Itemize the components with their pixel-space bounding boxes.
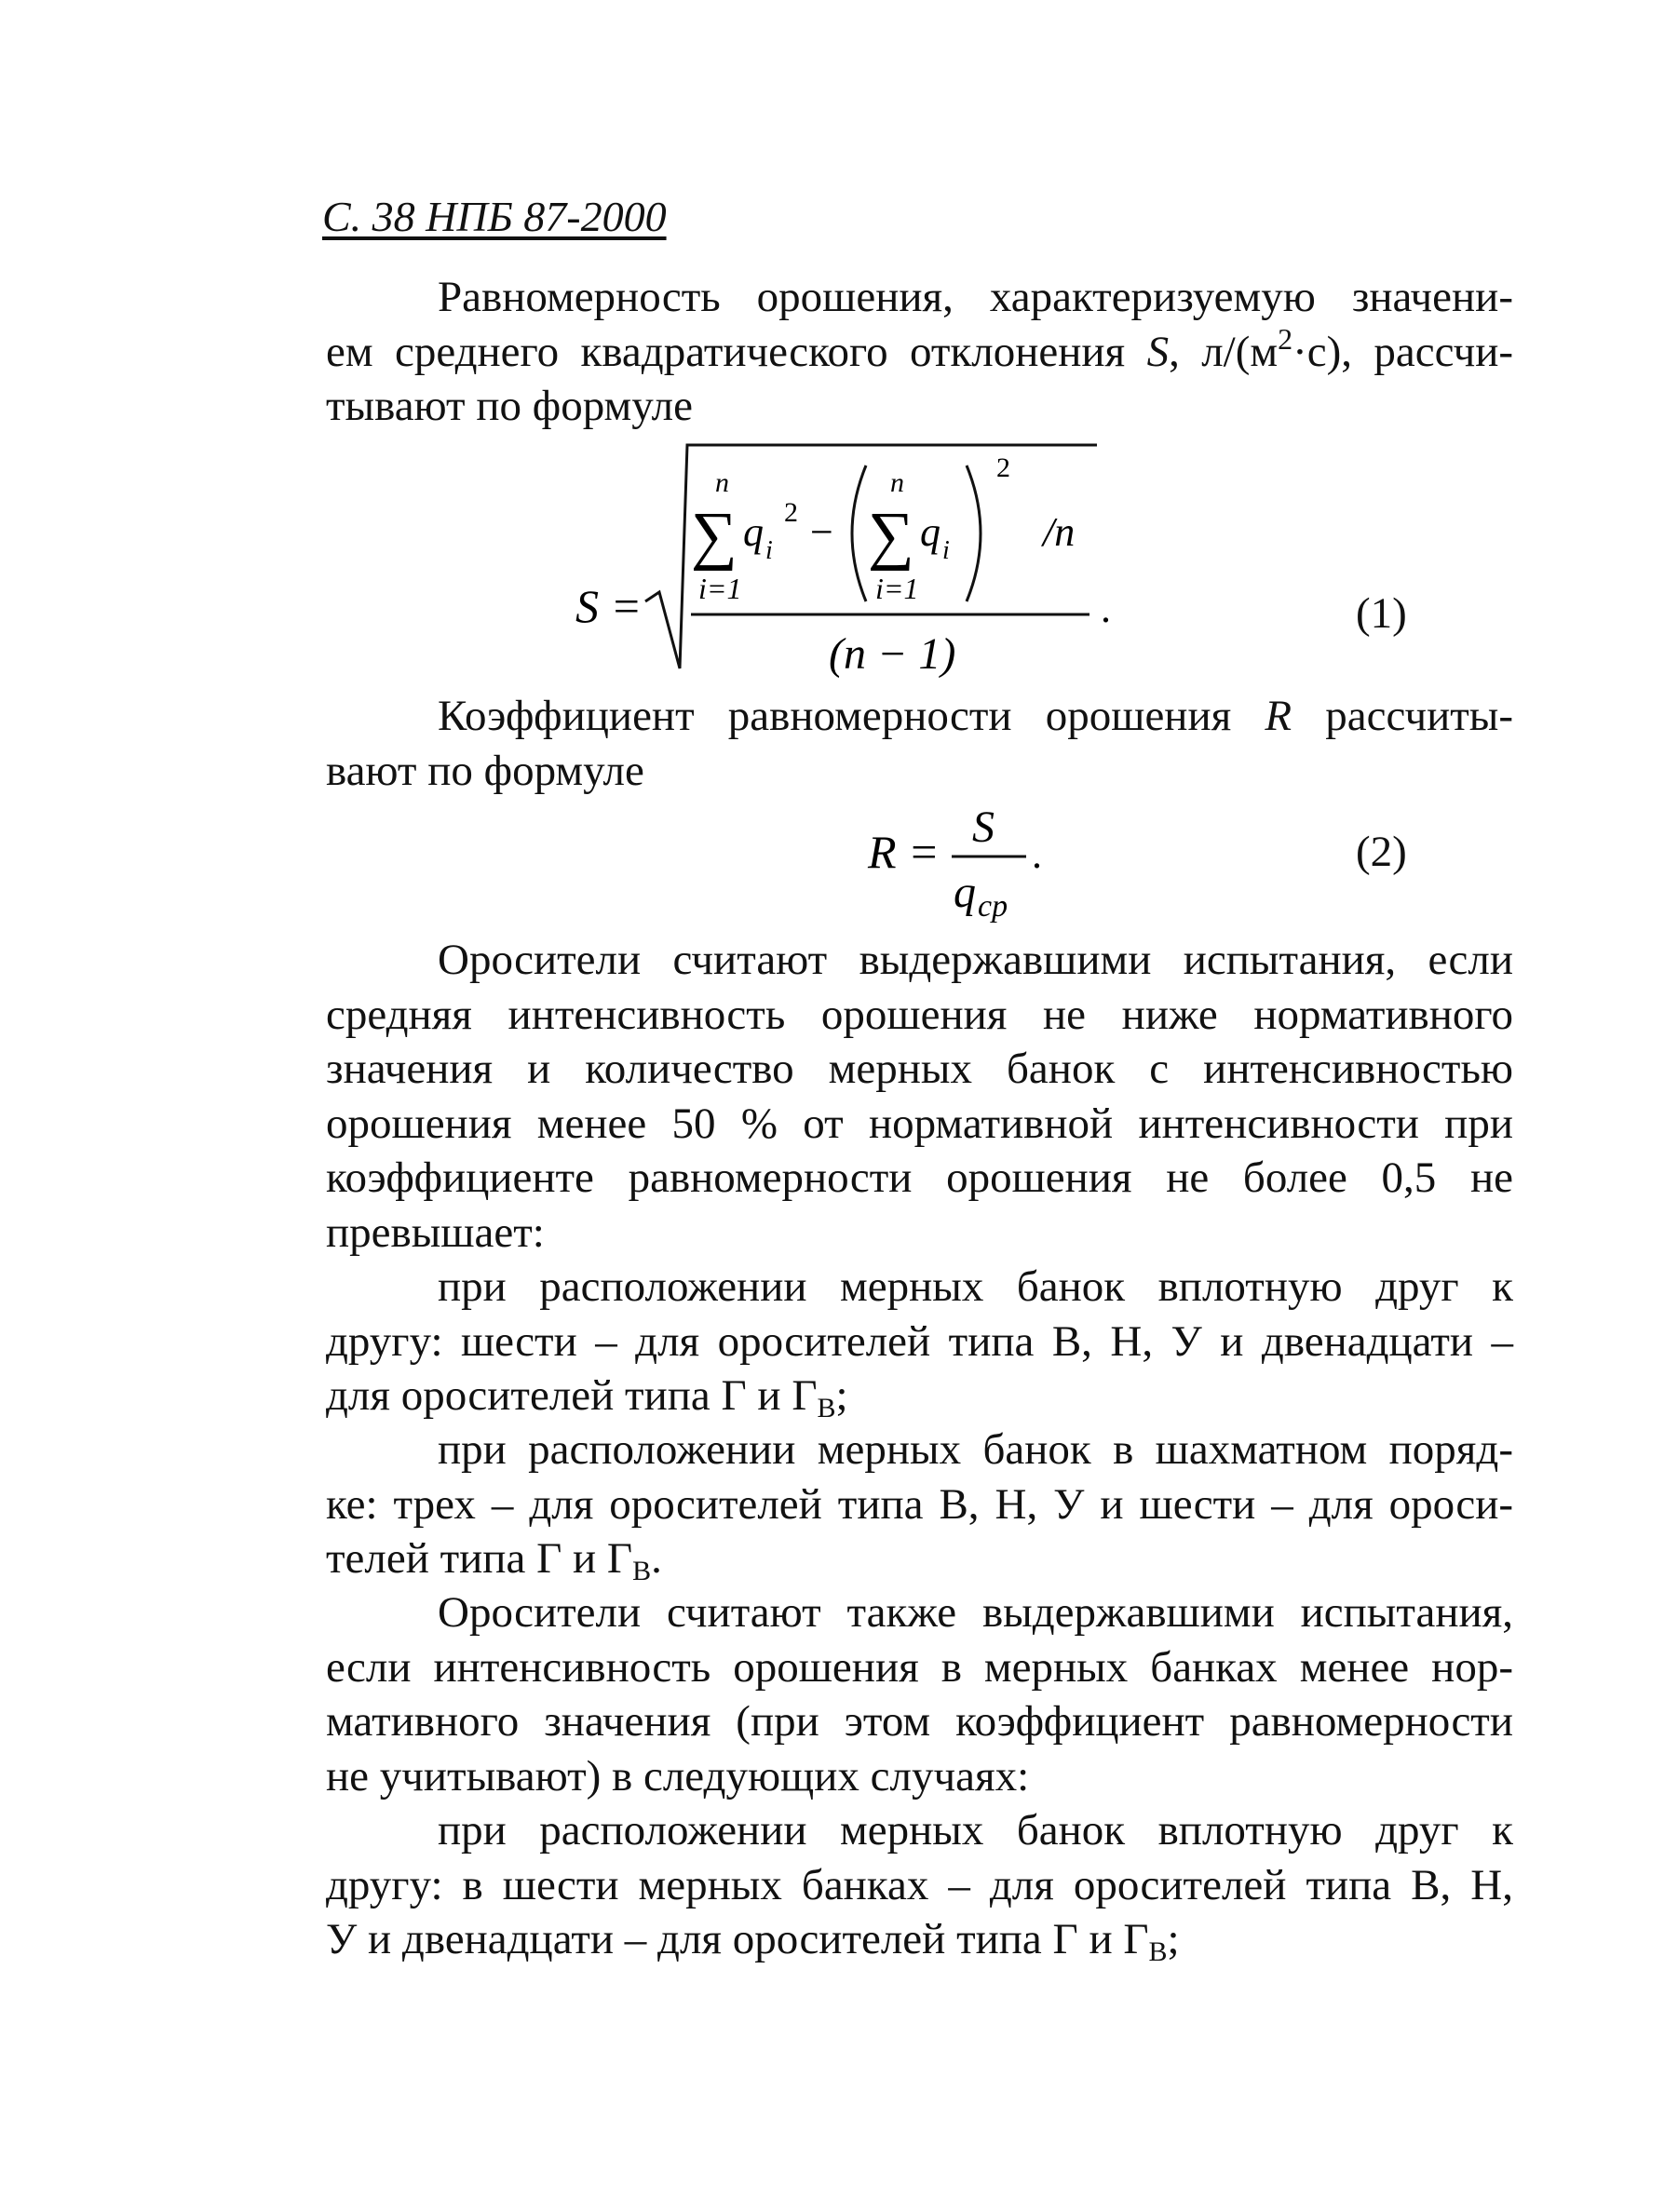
q-variable: q [743,509,764,555]
sum-upper-limit: n [890,467,904,498]
subscript: В [632,1556,652,1586]
text-line: тывают по формуле [326,382,693,430]
divide-by-n: /n [1043,509,1076,555]
text-line [326,1531,1513,1586]
text-line [326,1369,1513,1423]
text-line: не учитывают) в следующих случаях: [326,1751,1030,1801]
paragraph-staggered-placement [326,1423,1513,1586]
q-subscript: i [942,536,950,565]
text-line: при расположении мерных банок в шахматном поряд- [438,1425,1513,1474]
variable-r: R [1265,692,1292,740]
text-line: ке: трех – для оросителей типа В, Н, У и шести – для ороси- [326,1479,1513,1529]
paragraph-coefficient-intro [326,689,1513,798]
denominator: (n − 1) [829,629,956,679]
variable-s: S [1146,327,1170,376]
text-line: коэффициенте равномерности орошения не более 0,5 не [326,1153,1513,1202]
text-span: Коэффициент равномерности орошения [438,692,1265,740]
text-line: другу: шести – для оросителей типа В, Н, У и двенадцати – [326,1316,1513,1366]
text-line [326,689,1513,744]
formula-number-2: (2) [1356,828,1407,876]
period: . [1101,586,1111,631]
text-line: Оросители считают также выдержавшими испытания, [438,1588,1513,1637]
q-variable: q [954,868,976,917]
text-line: Оросители считают выдержавшими испытания, если [438,936,1513,984]
right-paren [967,465,981,601]
left-paren [852,465,866,601]
formula-lhs: R = [868,826,940,878]
text-line: другу: в шести мерных банках – для оросителей типа В, Н, [326,1860,1513,1909]
paragraph-uniformity-intro [326,270,1513,434]
power-2: 2 [996,452,1010,483]
page-header: С. 38 НПБ 87-2000 [322,193,667,240]
text-line [326,321,1514,380]
superscript: 2 [1278,321,1293,356]
formula-lhs: S = [575,580,643,632]
paragraph-also-passed [326,1585,1513,1803]
formula-number-1: (1) [1356,589,1407,638]
text-line: значения и количество мерных банок с интенсивностью [326,1045,1513,1093]
text-line: Равномерность орошения, характеризуемую значени- [438,273,1513,321]
sum-lower-limit: i=1 [698,572,742,605]
text-span: для оросителей типа Г и Г [326,1371,818,1420]
subscript: В [1148,1936,1168,1967]
text-line: превышает: [326,1207,545,1257]
paragraph-test-criteria [326,933,1513,1260]
minus-sign: − [810,509,833,555]
text-span: , л/(м [1169,327,1279,376]
subscript: В [817,1393,836,1423]
sum-upper-limit: n [715,467,729,498]
text-span: рассчиты- [1292,692,1513,740]
text-span: телей типа Г и Г [326,1534,633,1583]
text-span: У и двенадцати – для оросителей типа Г и Г [326,1915,1149,1963]
sum-sign: ∑ [691,500,738,572]
power-2: 2 [784,497,798,528]
formula-1 [549,436,1145,696]
text-span: ; [1167,1915,1180,1963]
paragraph-adjacent-cases [326,1803,1513,1967]
numerator: S [972,803,995,852]
text-line: мативного значения (при этом коэффициент равномерности [326,1697,1513,1746]
text-line [326,1912,1513,1967]
formula-2 [857,793,1099,933]
text-line: если интенсивность орошения в мерных банках менее нор- [326,1642,1513,1692]
q-subscript: ср [978,889,1008,924]
text-span: . [651,1534,662,1583]
text-line: вают по формуле [326,746,644,795]
q-subscript: i [765,536,773,565]
text-line: при расположении мерных банок вплотную друг к [438,1806,1513,1855]
q-variable: q [920,509,940,555]
text-span: ; [835,1371,848,1420]
period: . [1032,831,1042,877]
text-span: ·с), рассчи- [1292,327,1514,376]
sum-lower-limit: i=1 [875,572,919,605]
text-span: ем среднего квадратического отклонения [326,327,1147,376]
text-line: орошения менее 50 % от нормативной интенсивности при [326,1099,1513,1148]
paragraph-adjacent-placement [326,1260,1513,1423]
text-line: средняя интенсивность орошения не ниже нормативного [326,990,1513,1039]
text-line: при расположении мерных банок вплотную друг к [438,1262,1513,1311]
sum-sign: ∑ [868,500,914,572]
